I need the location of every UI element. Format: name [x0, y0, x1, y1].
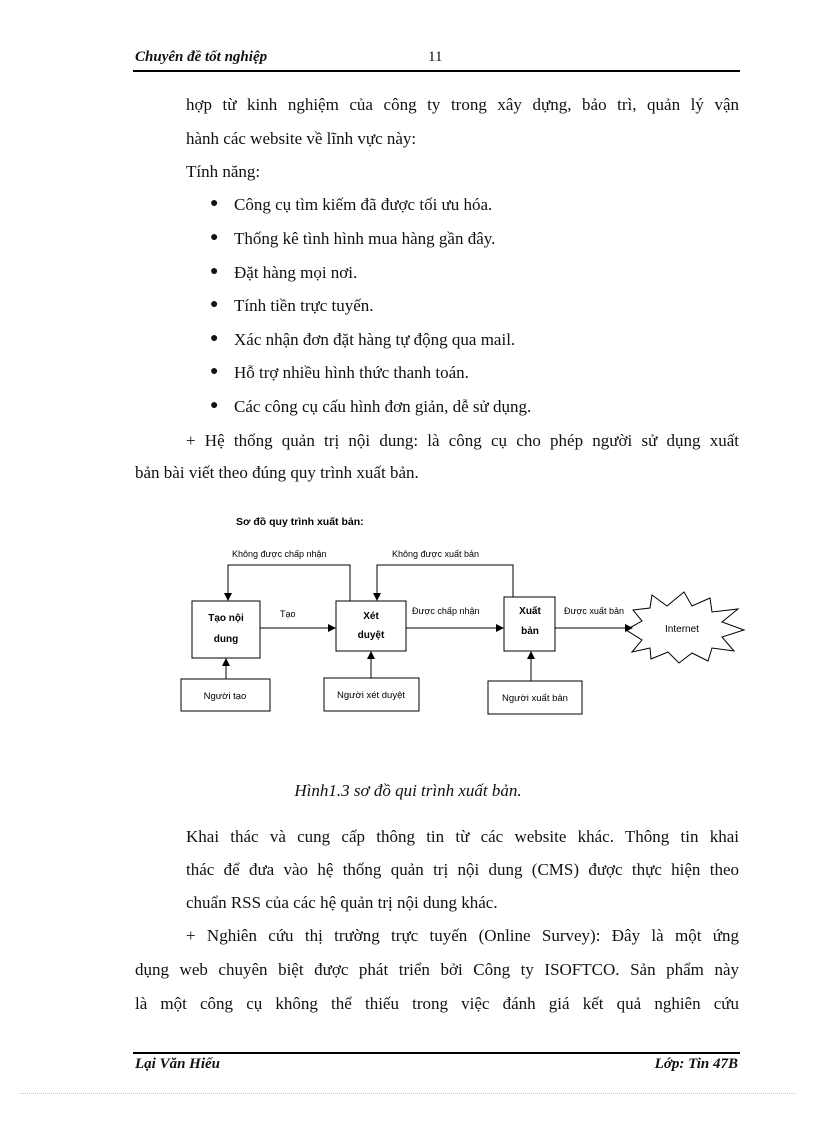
- arrow-not-published-feedback: [377, 565, 513, 600]
- footer-author: Lại Văn Hiếu: [135, 1056, 221, 1072]
- label-create: Tạo: [280, 609, 296, 619]
- paragraph-line: bản bài viết theo đúng quy trình xuất bản.: [135, 463, 419, 482]
- box-publish-label-2: bản: [521, 626, 539, 637]
- bullet-icon: ●: [210, 364, 219, 379]
- paragraph-line: chuẩn RSS của các hệ quản trị nội dung khác.: [186, 893, 498, 912]
- internet-label: Internet: [665, 624, 699, 635]
- list-item: Xác nhận đơn đặt hàng tự động qua mail.: [234, 330, 516, 349]
- list-item: Đặt hàng mọi nơi.: [234, 263, 358, 282]
- box-create-label-1: Tạo nội: [208, 613, 244, 624]
- paragraph-line: thác để đưa vào hệ thống quản trị nội dung (CMS) được thực hiện theo: [186, 860, 739, 879]
- actor-reviewer-label: Người xét duyệt: [336, 690, 406, 701]
- features-title: Tính năng:: [186, 162, 261, 181]
- header-rule: [133, 70, 740, 72]
- page-number: 11: [428, 49, 443, 65]
- box-review-label-1: Xét: [363, 611, 379, 622]
- bullet-icon: ●: [210, 230, 219, 245]
- label-not-published: Không được xuất bản: [392, 549, 479, 559]
- paragraph-line: hành các website về lĩnh vực này:: [186, 129, 417, 148]
- page-edge-divider: [20, 1093, 796, 1094]
- box-review-label-2: duyệt: [357, 630, 385, 641]
- header-title: Chuyên đề tốt nghiệp: [135, 49, 268, 65]
- publishing-flow-diagram: [170, 505, 750, 735]
- footer-rule: [133, 1052, 740, 1054]
- list-item: Các công cụ cấu hình đơn giản, dễ sử dụng.: [234, 397, 532, 416]
- arrow-rejected-feedback: [228, 565, 350, 601]
- bullet-icon: ●: [210, 398, 219, 413]
- list-item: Tính tiền trực tuyến.: [234, 296, 374, 315]
- footer-class: Lớp: Tin 47B: [654, 1056, 738, 1072]
- bullet-icon: ●: [210, 297, 219, 312]
- actor-creator-label: Người tạo: [203, 691, 247, 702]
- label-published: Được xuất bản: [564, 606, 624, 616]
- figure-caption: Hình1.3 sơ đồ qui trình xuất bản.: [294, 781, 522, 800]
- bullet-icon: ●: [210, 331, 219, 346]
- box-publish-label-1: Xuất: [519, 606, 541, 617]
- bullet-icon: ●: [210, 264, 219, 279]
- paragraph-line: + Hệ thống quản trị nội dung: là công cụ cho phép người sử dụng xuất: [186, 431, 739, 450]
- list-item: Công cụ tìm kiếm đã được tối ưu hóa.: [234, 195, 493, 214]
- paragraph-line: + Nghiên cứu thị trường trực tuyến (Online Survey): Đây là một ứng: [186, 926, 739, 945]
- diagram-title: Sơ đồ quy trình xuất bản:: [236, 516, 364, 528]
- bullet-icon: ●: [210, 196, 219, 211]
- paragraph-line: hợp từ kinh nghiệm của công ty trong xây dựng, bảo trì, quản lý vận: [186, 95, 739, 114]
- label-not-accepted: Không được chấp nhận: [232, 549, 327, 559]
- box-review: [336, 601, 406, 651]
- box-create-content: [192, 601, 260, 658]
- paragraph-line: là một công cụ không thể thiếu trong việc đánh giá kết quả nghiên cứu: [135, 994, 739, 1013]
- box-create-label-2: dung: [213, 634, 239, 645]
- paragraph-line: Khai thác và cung cấp thông tin từ các website khác. Thông tin khai: [186, 827, 739, 846]
- list-item: Thống kê tình hình mua hàng gần đây.: [234, 229, 496, 248]
- label-approved: Được chấp nhận: [412, 606, 480, 616]
- list-item: Hỗ trợ nhiều hình thức thanh toán.: [234, 363, 469, 382]
- paragraph-line: dụng web chuyên biệt được phát triển bởi Công ty ISOFTCO. Sản phẩm này: [135, 960, 739, 979]
- actor-publisher-label: Người xuất bản: [502, 693, 568, 704]
